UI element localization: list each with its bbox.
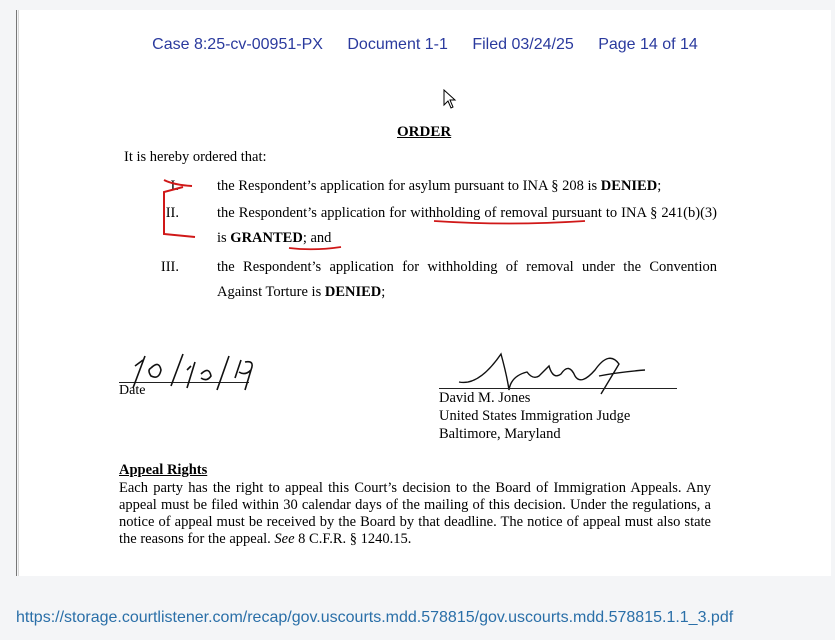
judge-title: United States Immigration Judge — [439, 408, 631, 424]
document-page — [18, 10, 831, 576]
order-title: ORDER — [397, 124, 452, 140]
date-label: Date — [119, 383, 146, 398]
appeal-rights-text: Each party has the right to appeal this Court’s decision to the Board of Immigration Appeals. Any appeal must be filed within 30 calendar days of the mailing of this decision. Under the regulations, a notice of appeal must be received by the Board by that deadline. The notice of appeal must also state the reasons for the appeal. See 8 C.F.R. § 1240.15. — [119, 480, 711, 547]
item-text: the Respondent’s application for withholding of removal under the Convention Against Torture is DENIED; — [217, 259, 717, 300]
appeal-rights-heading: Appeal Rights — [119, 462, 208, 478]
order-intro: It is hereby ordered that: — [124, 149, 267, 165]
handwritten-date — [129, 348, 259, 392]
item-number: II. — [165, 205, 179, 221]
case-number: Case 8:25-cv-00951-PX — [152, 36, 323, 53]
source-url-link[interactable]: https://storage.courtlistener.com/recap/gov.uscourts.mdd.578815/gov.uscourts.mdd.578815.1.1_3.pdf — [16, 609, 734, 626]
item-number: I. — [170, 178, 179, 194]
item-number: III. — [160, 259, 179, 275]
judge-info — [439, 389, 630, 443]
item-text: the Respondent’s application for withholding of removal pursuant to INA § 241(b)(3) is GRANTED; and — [217, 205, 717, 246]
court-location: Baltimore, Maryland — [439, 426, 561, 442]
page-left-rule — [16, 10, 17, 576]
document-number: Document 1-1 — [347, 36, 448, 53]
filed-date: Filed 03/24/25 — [472, 36, 574, 53]
judge-name: David M. Jones — [439, 390, 531, 406]
page-number: Page 14 of 14 — [598, 36, 698, 53]
item-text: the Respondent’s application for asylum pursuant to INA § 208 is DENIED; — [217, 178, 662, 194]
